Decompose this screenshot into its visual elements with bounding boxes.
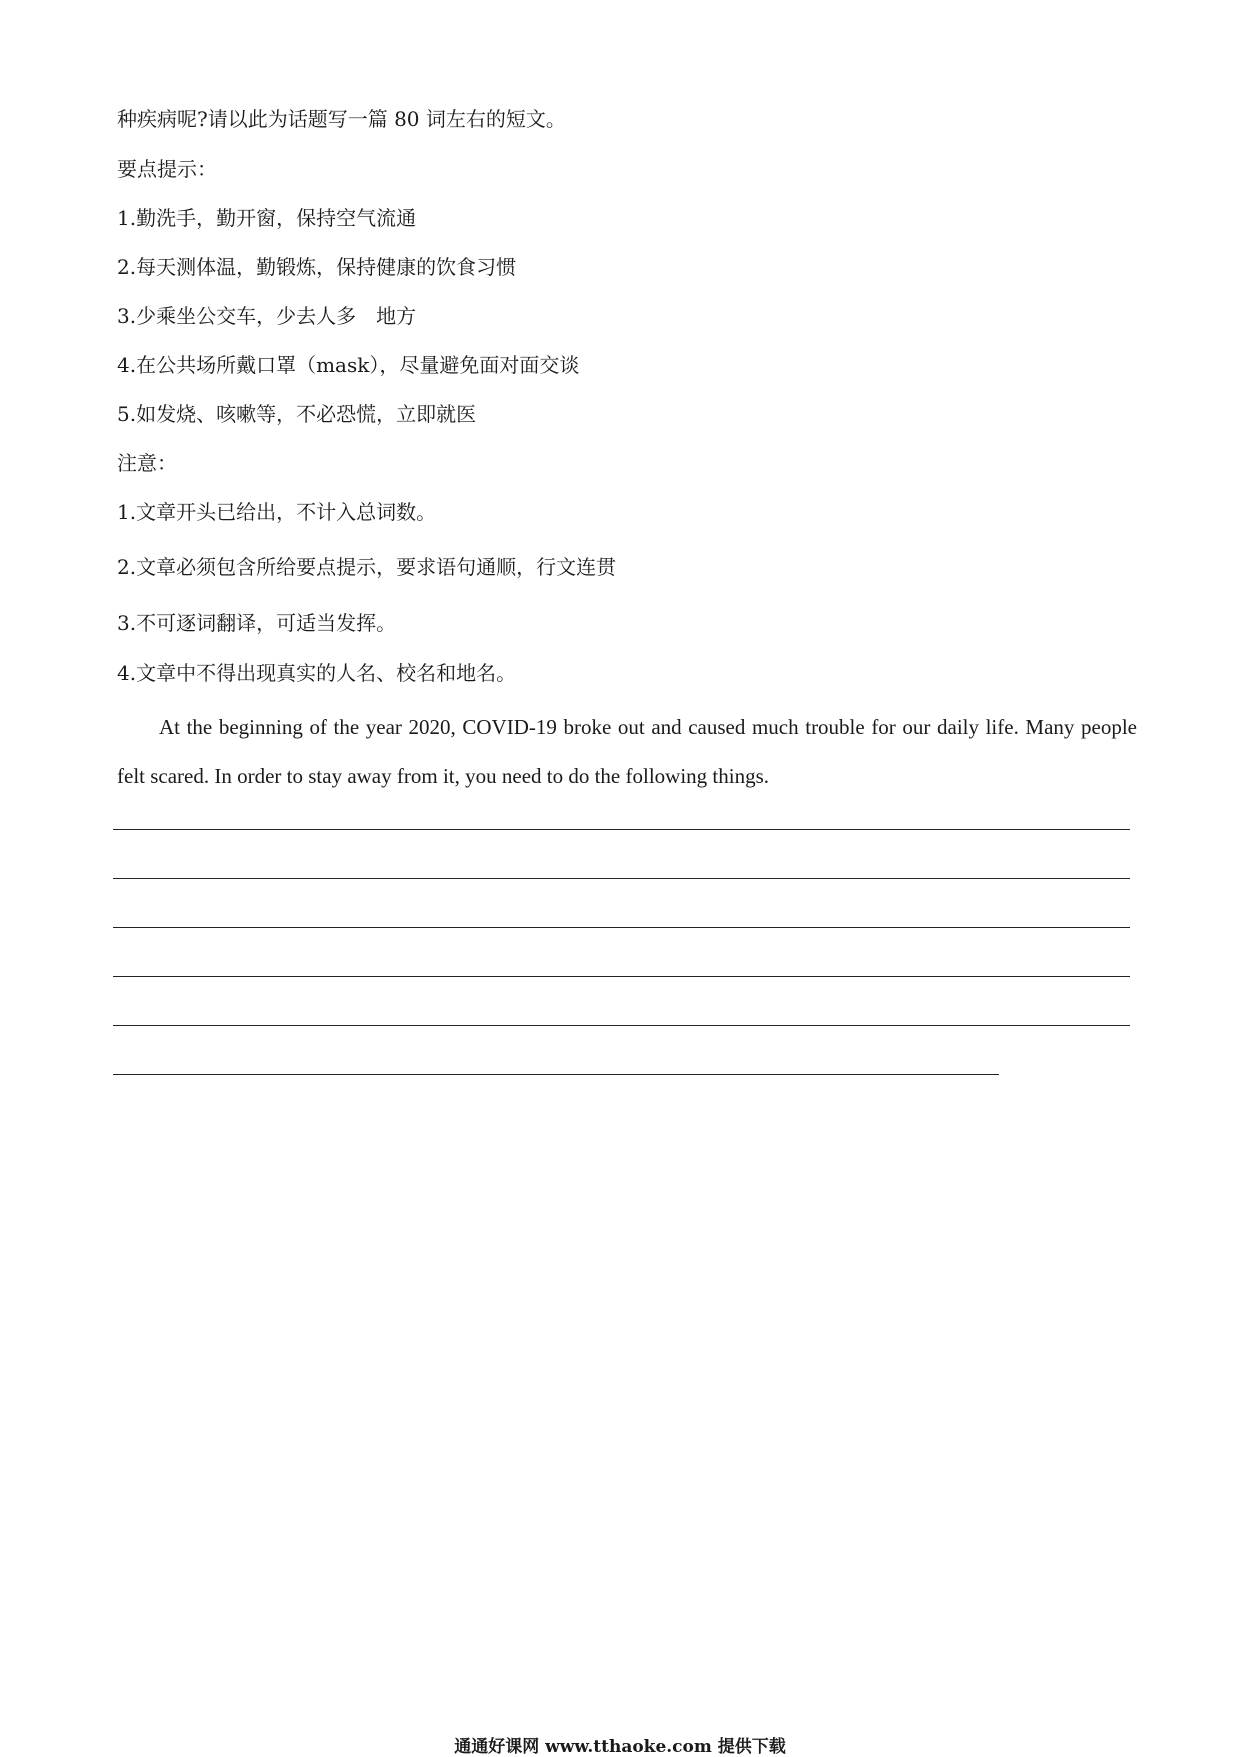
opening-paragraph: At the beginning of the year 2020, COVID-19 broke out and caused much trouble for our daily life. Many people felt scared. In order to stay away from it, you need to do the following things. [117, 715, 1137, 788]
note-item: 1.文章开头已给出，不计入总词数。 [117, 500, 437, 524]
note-item: 2.文章必须包含所给要点提示，要求语句通顺，行文连贯 [117, 555, 617, 579]
key-point-item: 1.勤洗手，勤开窗，保持空气流通 [117, 206, 417, 230]
answer-line[interactable] [113, 829, 1130, 830]
key-point-item: 2.每天测体温，勤锻炼，保持健康的饮食习惯 [117, 255, 517, 279]
answer-line[interactable] [113, 878, 1130, 879]
answer-line[interactable] [113, 1025, 1130, 1026]
key-point-item: 3.少乘坐公交车，少去人多 地方 [117, 304, 417, 328]
note-item: 4.文章中不得出现真实的人名、校名和地名。 [117, 661, 517, 685]
key-point-item: 5.如发烧、咳嗽等，不必恐慌，立即就医 [117, 402, 477, 426]
answer-line[interactable] [113, 1074, 999, 1075]
note-item: 3.不可逐词翻译，可适当发挥。 [117, 611, 397, 635]
key-points-heading: 要点提示： [117, 157, 217, 181]
key-point-item: 4.在公共场所戴口罩（mask），尽量避免面对面交谈 [117, 353, 580, 377]
intro-line: 种疾病呢?请以此为话题写一篇 80 词左右的短文。 [117, 107, 566, 131]
answer-line[interactable] [113, 927, 1130, 928]
footer-text: 通通好课网 www.tthaoke.com 提供下载 [454, 1737, 786, 1757]
answer-line[interactable] [113, 976, 1130, 977]
notes-heading: 注意： [117, 451, 177, 475]
